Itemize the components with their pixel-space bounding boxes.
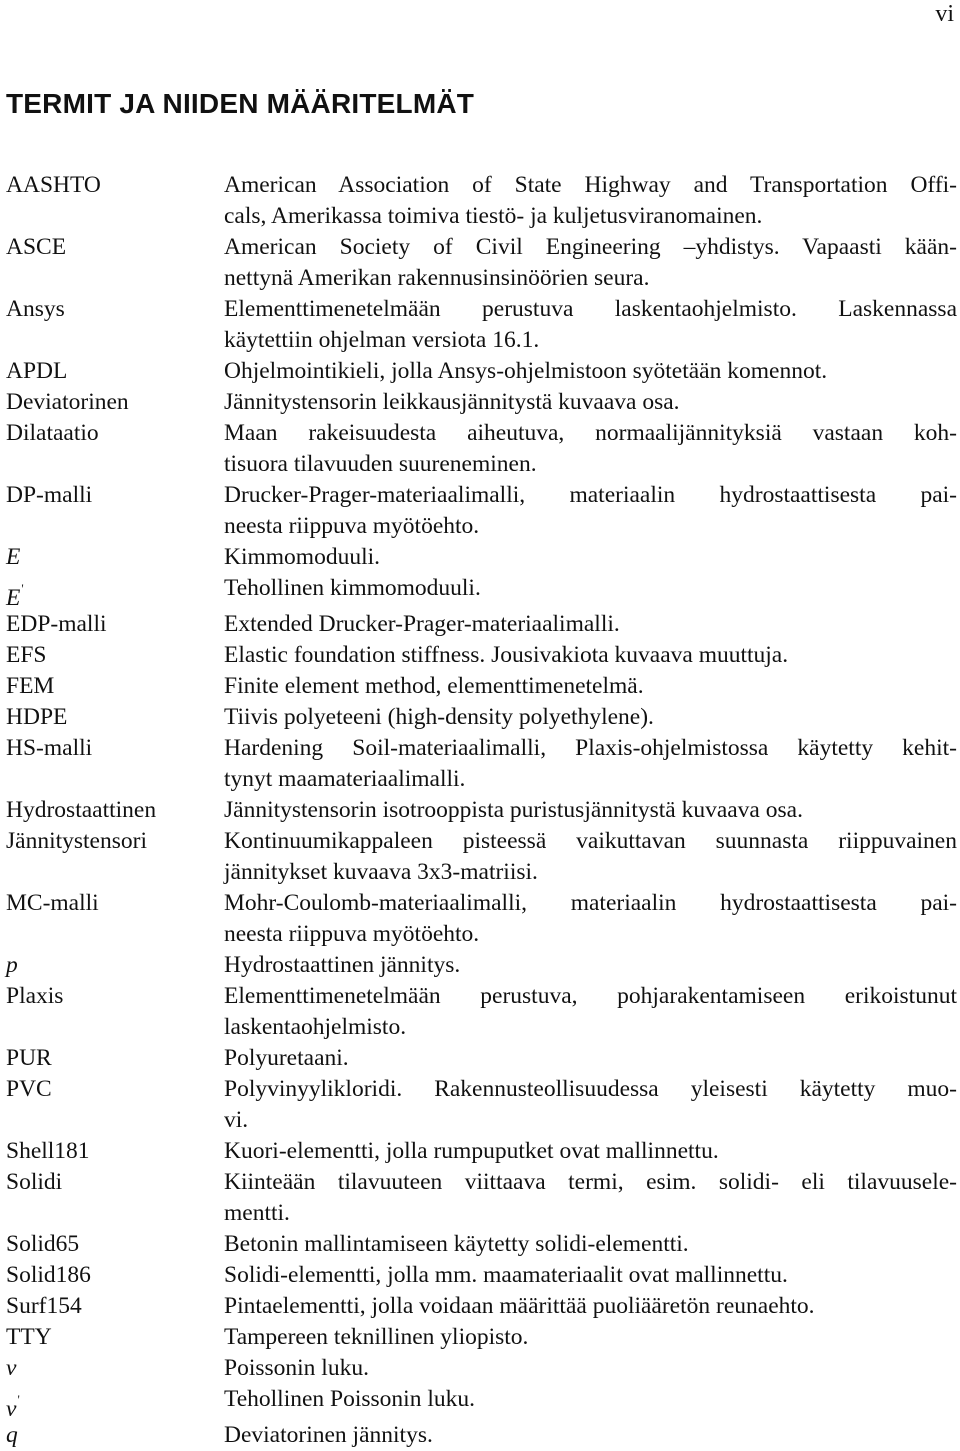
page-number: vi: [935, 1, 954, 27]
glossary-definition: [224, 1384, 957, 1415]
glossary-entry: [0, 1291, 960, 1322]
definition-line: Kuori-elementti, jolla rumpuputket ovat mallinnettu.: [224, 1138, 719, 1164]
glossary-term-text: Surf154: [6, 1293, 82, 1319]
glossary-definition: [224, 1322, 957, 1353]
glossary-entry: [0, 573, 960, 609]
glossary-term: [6, 1260, 216, 1291]
glossary-term: [6, 888, 216, 919]
glossary-entry: [0, 1420, 960, 1451]
definition-line: Tehollinen kimmomoduuli.: [224, 575, 481, 601]
glossary-entry: [0, 795, 960, 826]
glossary-definition: [224, 795, 957, 826]
glossary-definition: [224, 1260, 957, 1291]
glossary-term: [6, 573, 216, 614]
glossary-term-text: DP-malli: [6, 482, 93, 508]
glossary-term-text: Solid186: [6, 1262, 91, 1288]
glossary-definition: [224, 640, 957, 671]
definition-line: jännitykset kuvaava 3x3-matriisi.: [224, 859, 538, 885]
glossary-term: [6, 480, 216, 511]
glossary-entry: [0, 387, 960, 418]
glossary-entry: [0, 232, 960, 294]
glossary-term: [6, 795, 216, 826]
glossary-definition: [224, 1229, 957, 1260]
definition-line: American Association of State Highway and Transportation Offi-: [224, 172, 957, 198]
definition-line: Pintaelementti, jolla voidaan määrittää puoliääretön reunaehto.: [224, 1293, 815, 1319]
glossary-term: [6, 1229, 216, 1260]
definition-line: neesta riippuva myötöehto.: [224, 513, 480, 539]
definition-line: Jännitystensorin isotrooppista puristusjännitystä kuvaava osa.: [224, 797, 803, 823]
definition-line: Tehollinen Poissonin luku.: [224, 1386, 475, 1412]
glossary-entry: [0, 1353, 960, 1384]
glossary-definition: [224, 1167, 957, 1229]
glossary-entry: [0, 981, 960, 1043]
glossary-term-text: ν: [6, 1355, 17, 1381]
glossary-definition: [224, 170, 957, 232]
definition-line: Kontinuumikappaleen pisteessä vaikuttavan suunnasta riippuvainen: [224, 828, 957, 854]
glossary-term: [6, 387, 216, 418]
glossary-definition: [224, 542, 957, 573]
glossary-term-text: HS-malli: [6, 735, 93, 761]
glossary-definition: [224, 826, 957, 888]
glossary-entry: [0, 826, 960, 888]
page-title: TERMIT JA NIIDEN MÄÄRITELMÄT: [6, 88, 475, 119]
glossary-term-text: EFS: [6, 642, 47, 668]
glossary-term: [6, 294, 216, 325]
glossary-term: [6, 609, 216, 640]
glossary-entry: [0, 294, 960, 356]
glossary-term-text: ν: [6, 1396, 17, 1422]
definition-line: American Society of Civil Engineering –yhdistys. Vapaasti kään-: [224, 234, 957, 260]
definition-line: Betonin mallintamiseen käytetty solidi-elementti.: [224, 1231, 689, 1257]
glossary-term-text: PVC: [6, 1076, 52, 1102]
glossary-definition: [224, 232, 957, 294]
glossary-definition: [224, 1420, 957, 1451]
glossary-entry: [0, 950, 960, 981]
definition-line: Polyuretaani.: [224, 1045, 349, 1071]
glossary-entry: [0, 418, 960, 480]
glossary-definition: [224, 702, 957, 733]
glossary-definition: [224, 387, 957, 418]
glossary-entry: [0, 1322, 960, 1353]
glossary-term-text: MC-malli: [6, 890, 99, 916]
glossary-definition: [224, 981, 957, 1043]
glossary-definition: [224, 1043, 957, 1074]
definition-line: neesta riippuva myötöehto.: [224, 921, 480, 947]
glossary-term-text: q: [6, 1422, 18, 1448]
glossary-definition: [224, 418, 957, 480]
definition-line: mentti.: [224, 1200, 290, 1226]
glossary-entry: [0, 1384, 960, 1420]
glossary-term: [6, 950, 216, 981]
glossary-definition: [224, 480, 957, 542]
definition-line: Extended Drucker-Prager-materiaalimalli.: [224, 611, 620, 637]
glossary-term-text: p: [6, 952, 18, 978]
definition-line: laskentaohjelmisto.: [224, 1014, 407, 1040]
definition-line: Tampereen teknillinen yliopisto.: [224, 1324, 529, 1350]
definition-line: Elementtimenetelmään perustuva laskentaohjelmisto. Laskennassa: [224, 296, 957, 322]
definition-line: Finite element method, elementtimenetelmä.: [224, 673, 644, 699]
glossary-term: [6, 1353, 216, 1384]
glossary-term-text: Ansys: [6, 296, 65, 322]
glossary-entry: [0, 640, 960, 671]
definition-line: Hydrostaattinen jännitys.: [224, 952, 461, 978]
glossary-entry: [0, 702, 960, 733]
glossary-term-text: Jännitystensori: [6, 828, 147, 854]
definition-line: nettynä Amerikan rakennusinsinöörien seura.: [224, 265, 650, 291]
glossary-term-text: ASCE: [6, 234, 67, 260]
glossary-definition: [224, 888, 957, 950]
glossary-entry: [0, 888, 960, 950]
glossary-entry: [0, 356, 960, 387]
glossary-entry: [0, 733, 960, 795]
glossary-term-text: EDP-malli: [6, 611, 107, 637]
glossary-term: [6, 1167, 216, 1198]
glossary-definition: [224, 609, 957, 640]
glossary-term: [6, 418, 216, 449]
glossary-term-text: Shell181: [6, 1138, 90, 1164]
term-list: [0, 170, 960, 1451]
glossary-term-text: E: [6, 585, 21, 611]
glossary-entry: [0, 542, 960, 573]
glossary-entry: [0, 1043, 960, 1074]
glossary-entry: [0, 1136, 960, 1167]
glossary-definition: [224, 950, 957, 981]
definition-line: vi.: [224, 1107, 249, 1133]
definition-line: Kiinteään tilavuuteen viittaava termi, esim. solidi- eli tilavuusele-: [224, 1169, 957, 1195]
glossary-definition: [224, 1291, 957, 1322]
glossary-entry: [0, 480, 960, 542]
glossary-term-text: HDPE: [6, 704, 68, 730]
glossary-entry: [0, 170, 960, 232]
glossary-term: [6, 733, 216, 764]
glossary-term: [6, 1043, 216, 1074]
definition-line: Drucker-Prager-materiaalimalli, materiaalin hydrostaattisesta pai-: [224, 482, 957, 508]
definition-line: Tiivis polyeteeni (high-density polyethylene).: [224, 704, 654, 730]
glossary-term-text: Solidi: [6, 1169, 63, 1195]
definition-line: Ohjelmointikieli, jolla Ansys-ohjelmistoon syötetään komennot.: [224, 358, 828, 384]
glossary-term: [6, 826, 216, 857]
glossary-definition: [224, 294, 957, 356]
definition-line: cals, Amerikassa toimiva tiestö- ja kuljetusviranomainen.: [224, 203, 763, 229]
glossary-entry: [0, 1229, 960, 1260]
glossary-term-text: Deviatorinen: [6, 389, 129, 415]
glossary-term: [6, 1322, 216, 1353]
glossary-term: [6, 170, 216, 201]
glossary-term-text: FEM: [6, 673, 55, 699]
glossary-term-text: Plaxis: [6, 983, 64, 1009]
glossary-term: [6, 1291, 216, 1322]
glossary-term-text: Dilataatio: [6, 420, 99, 446]
glossary-term: [6, 232, 216, 263]
definition-line: Maan rakeisuudesta aiheutuva, normaalijännityksiä vastaan koh-: [224, 420, 957, 446]
glossary-term-text: E: [6, 544, 21, 570]
glossary-entry: [0, 671, 960, 702]
definition-line: Hardening Soil-materiaalimalli, Plaxis-ohjelmistossa käytetty kehit-: [224, 735, 957, 761]
prime-mark: ': [17, 1392, 20, 1407]
glossary-term: [6, 1136, 216, 1167]
glossary-term-text: AASHTO: [6, 172, 101, 198]
glossary-entry: [0, 1074, 960, 1136]
definition-line: Elastic foundation stiffness. Jousivakiota kuvaava muuttuja.: [224, 642, 789, 668]
definition-line: Polyvinyylikloridi. Rakennusteollisuudessa yleisesti käytetty muo-: [224, 1076, 957, 1102]
glossary-term: [6, 981, 216, 1012]
definition-line: Deviatorinen jännitys.: [224, 1422, 433, 1448]
definition-line: käytettiin ohjelman versiota 16.1.: [224, 327, 540, 353]
definition-line: Solidi-elementti, jolla mm. maamateriaalit ovat mallinnettu.: [224, 1262, 788, 1288]
glossary-definition: [224, 1353, 957, 1384]
glossary-term: [6, 356, 216, 387]
glossary-definition: [224, 671, 957, 702]
glossary-term-text: APDL: [6, 358, 68, 384]
glossary-term: [6, 1074, 216, 1105]
definition-line: tisuora tilavuuden suureneminen.: [224, 451, 537, 477]
glossary-term: [6, 702, 216, 733]
glossary-definition: [224, 573, 957, 604]
glossary-definition: [224, 1136, 957, 1167]
definition-line: Poissonin luku.: [224, 1355, 369, 1381]
glossary-entry: [0, 1260, 960, 1291]
definition-line: Elementtimenetelmään perustuva, pohjarakentamiseen erikoistunut: [224, 983, 957, 1009]
glossary-term-text: Hydrostaattinen: [6, 797, 157, 823]
glossary-term-text: PUR: [6, 1045, 52, 1071]
glossary-entry: [0, 1167, 960, 1229]
glossary-definition: [224, 356, 957, 387]
glossary-definition: [224, 1074, 957, 1136]
definition-line: tynyt maamateriaalimalli.: [224, 766, 466, 792]
glossary-term: [6, 1384, 216, 1425]
glossary-term: [6, 640, 216, 671]
definition-line: Jännitystensorin leikkausjännitystä kuvaava osa.: [224, 389, 680, 415]
glossary-entry: [0, 609, 960, 640]
glossary-term: [6, 542, 216, 573]
glossary-term-text: TTY: [6, 1324, 52, 1350]
glossary-term: [6, 671, 216, 702]
definition-line: Mohr-Coulomb-materiaalimalli, materiaalin hydrostaattisesta pai-: [224, 890, 957, 916]
glossary-definition: [224, 733, 957, 795]
glossary-term-text: Solid65: [6, 1231, 80, 1257]
prime-mark: ': [21, 581, 24, 596]
glossary-term: [6, 1420, 216, 1451]
definition-line: Kimmomoduuli.: [224, 544, 381, 570]
